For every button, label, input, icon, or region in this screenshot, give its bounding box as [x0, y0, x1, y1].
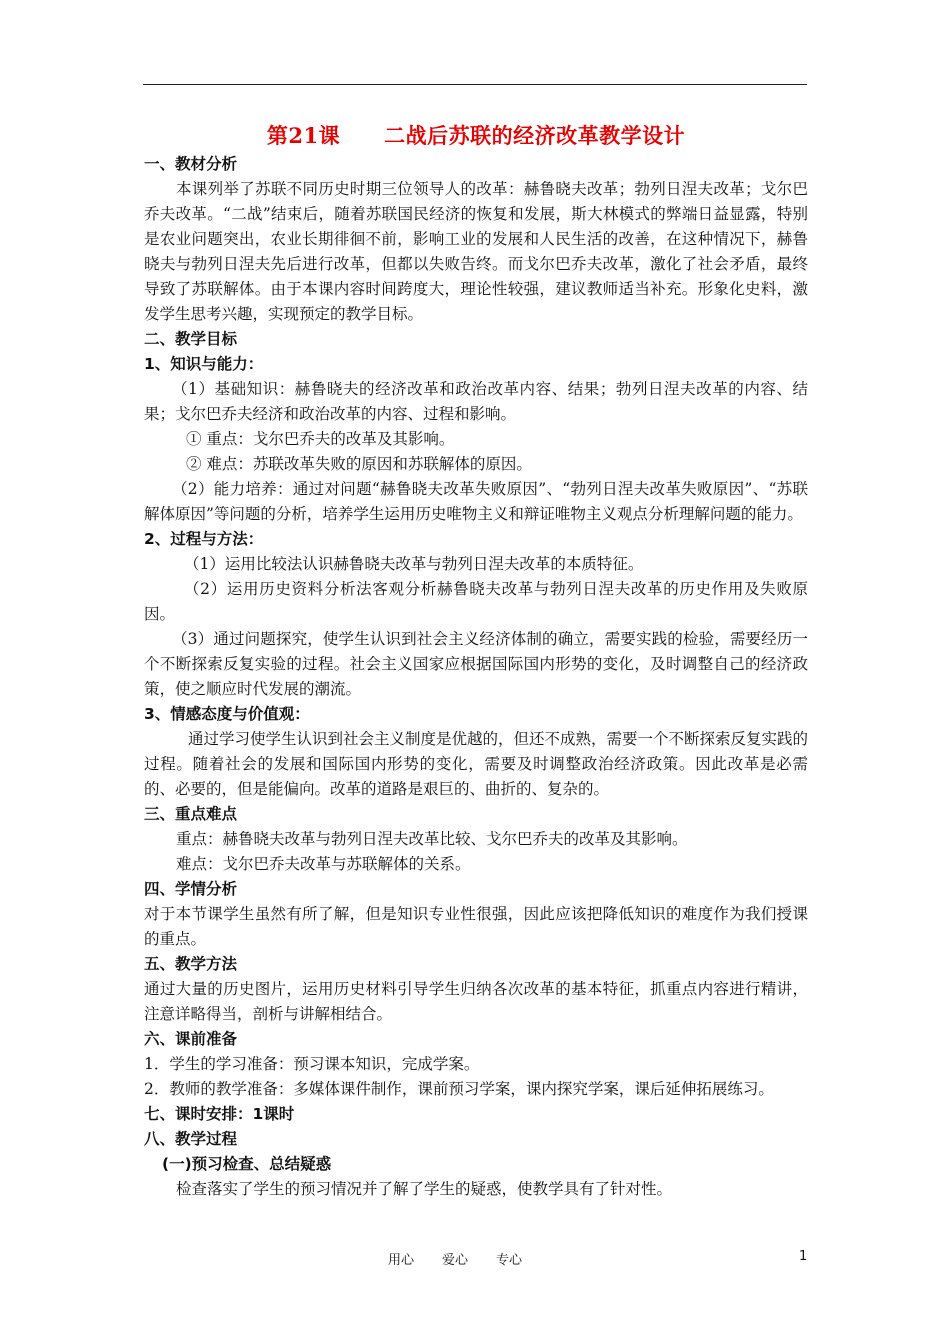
- paragraph-preview-check: 检查落实了学生的预习情况并了解了学生的疑惑，使教学具有了针对性。: [176, 1180, 673, 1198]
- paragraph-knowledge-basic: （1）基础知识：赫鲁晓夫的经济改革和政治改革内容、结果；勃列日涅夫改革的内容、结果；戈尔巴乔夫经济和政治改革的内容、过程和影响。: [144, 380, 808, 423]
- subheading-values: 3、情感态度与价值观：: [144, 705, 310, 723]
- section-heading-8: 八、教学过程: [144, 1130, 238, 1148]
- section-heading-5: 五、教学方法: [144, 955, 238, 973]
- paragraph-difficulty: 难点：戈尔巴乔夫改革与苏联解体的关系。: [176, 855, 471, 873]
- motto-item: 爱心: [442, 1253, 469, 1268]
- subheading-preview-check: (一)预习检查、总结疑惑: [162, 1155, 332, 1173]
- lesson-title: 二战后苏联的经济改革教学设计: [384, 123, 686, 148]
- motto-item: 专心: [496, 1253, 523, 1268]
- section-heading-1: 一、教材分析: [144, 155, 238, 173]
- section-heading-2: 二、教学目标: [144, 330, 238, 348]
- paragraph-ability: （2）能力培养：通过对问题“赫鲁晓夫改革失败原因”、“勃列日涅夫改革失败原因”、“苏联解体原因”等问题的分析，培养学生运用历史唯物主义和辩证唯物主义观点分析理解问题的能力。: [144, 480, 808, 523]
- paragraph-key-point: ① 重点：戈尔巴乔夫的改革及其影响。: [186, 430, 455, 448]
- lesson-number: 第21课: [266, 123, 341, 148]
- page-footer: [0, 1249, 950, 1269]
- subheading-knowledge: 1、知识与能力：: [144, 355, 264, 373]
- paragraph-key: 重点：赫鲁晓夫改革与勃列日涅夫改革比较、戈尔巴乔夫的改革及其影响。: [176, 830, 688, 848]
- paragraph-difficult-point: ② 难点：苏联改革失败的原因和苏联解体的原因。: [186, 455, 532, 473]
- document-body: [144, 120, 808, 1202]
- page-number: 1: [799, 1249, 808, 1264]
- footer-motto: [388, 1249, 550, 1268]
- paragraph-method-2: （2）运用历史资料分析法客观分析赫鲁晓夫改革与勃列日涅夫改革的历史作用及失败原因。: [144, 580, 808, 623]
- paragraph-student-prep: 1．学生的学习准备：预习课本知识，完成学案。: [144, 1055, 480, 1073]
- class-hours-value: 1课时: [252, 1105, 295, 1123]
- paragraph-learner-analysis: 对于本节课学生虽然有所了解，但是知识专业性很强，因此应该把降低知识的难度作为我们授课的重点。: [144, 905, 808, 948]
- paragraph-teacher-prep: 2．教师的教学准备：多媒体课件制作，课前预习学案，课内探究学案，课后延伸拓展练习。: [144, 1080, 774, 1098]
- section-heading-6: 六、课前准备: [144, 1030, 238, 1048]
- paragraph-method-3: （3）通过问题探究，使学生认识到社会主义经济体制的确立，需要实践的检验，需要经历一个不断探索反复实验的过程。社会主义国家应根据国际国内形势的变化，及时调整自己的经济政策，使之顺应时代发展的潮流。: [144, 630, 808, 698]
- paragraph-teaching-method: 通过大量的历史图片，运用历史材料引导学生归纳各次改革的基本特征，抓重点内容进行精讲，注意详略得当，剖析与讲解相结合。: [144, 980, 808, 1023]
- section-heading-3: 三、重点难点: [144, 805, 238, 823]
- class-hours-label: 七、课时安排：: [144, 1105, 253, 1123]
- section-heading-4: 四、学情分析: [144, 880, 238, 898]
- section-heading-7: [144, 1102, 808, 1127]
- paragraph-material-analysis: 本课列举了苏联不同历史时期三位领导人的改革：赫鲁晓夫改革；勃列日涅夫改革；戈尔巴乔夫改革。“二战”结束后，随着苏联国民经济的恢复和发展，斯大林模式的弊端日益显露，特别是农业问题突出，农业长期徘徊不前，影响工业的发展和人民生活的改善，在这种情况下，赫鲁晓夫与勃列日涅夫先后进行改革，但都以失败告终。而戈尔巴乔夫改革，激化了社会矛盾，最终导致了苏联解体。由于本课内容时间跨度大，理论性较强，建议教师适当补充。形象化史料，激发学生思考兴趣，实现预定的教学目标。: [144, 180, 808, 323]
- paragraph-values: 通过学习使学生认识到社会主义制度是优越的，但还不成熟，需要一个不断探索反复实践的过程。随着社会的发展和国际国内形势的变化，需要及时调整政治经济政策。因此改革是必需的、必要的，但是能偏向。改革的道路是艰巨的、曲折的、复杂的。: [144, 730, 809, 798]
- page-title: [144, 120, 808, 152]
- paragraph-method-1: （1）运用比较法认识赫鲁晓夫改革与勃列日涅夫改革的本质特征。: [184, 555, 644, 573]
- motto-item: 用心: [388, 1253, 415, 1268]
- header-rule: [143, 84, 807, 85]
- subheading-process: 2、过程与方法：: [144, 530, 264, 548]
